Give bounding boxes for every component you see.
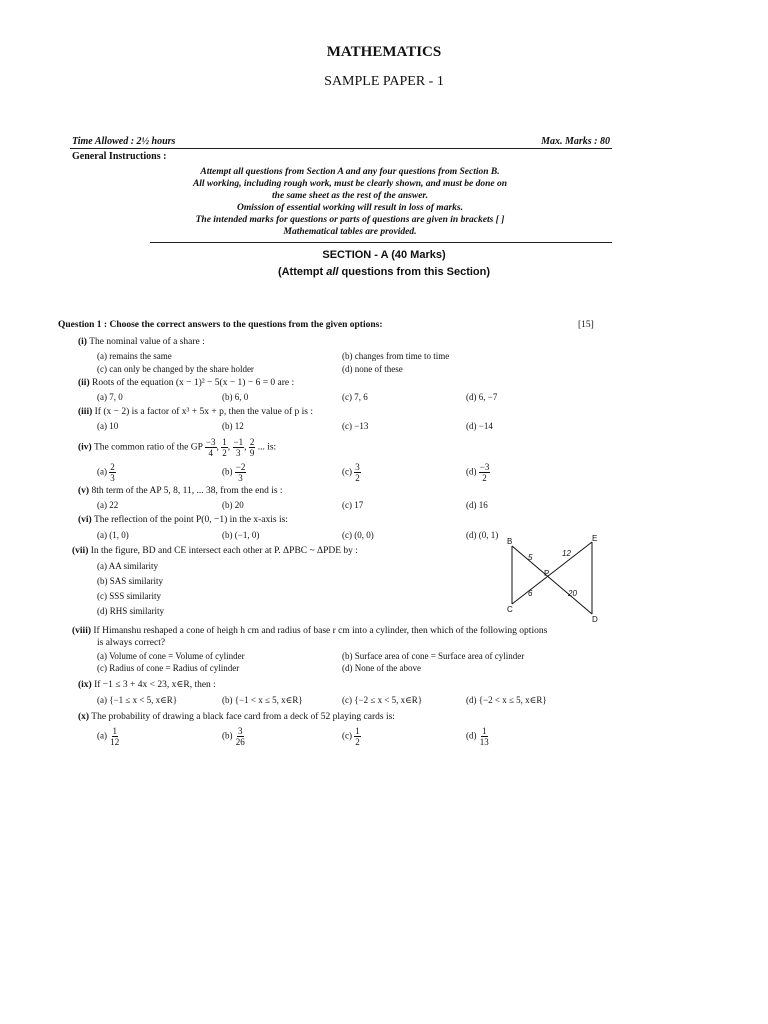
option: (a) $\frac{1}{12}$: [97, 726, 120, 747]
option: (a) Volume of cone = Volume of cylinder: [97, 651, 245, 661]
option: (c) $\frac{1}{2}$: [342, 726, 360, 747]
option: (a) 7, 0: [97, 392, 123, 402]
question-part: (ix) If −1 ≤ 3 + 4x < 23, x∈R, then :: [78, 680, 216, 690]
instruction-line: Omission of essential working will result in loss of marks.: [237, 203, 463, 213]
option: (b) 20: [222, 500, 244, 510]
question-part: (vii) In the figure, BD and CE intersect each other at P. ΔPBC ~ ΔPDE by :: [72, 546, 358, 556]
question-part-continued: is always correct?: [97, 638, 166, 648]
option: (b) 6, 0: [222, 392, 249, 402]
option: (a) 10: [97, 421, 119, 431]
option: (a) AA similarity: [97, 561, 158, 571]
question-1-heading: Question 1 : Choose the correct answers to the questions from the given options:: [58, 320, 383, 330]
similar-triangles-figure: [500, 532, 610, 624]
option: (b) (−1, 0): [222, 530, 260, 540]
question-part: (iii) If (x − 2) is a factor of x³ + 5x + p, then the value of p is :: [78, 407, 313, 417]
general-instructions-heading: General Instructions :: [72, 151, 167, 162]
option: (d) 16: [466, 500, 488, 510]
paper-title: SAMPLE PAPER - 1: [324, 74, 444, 89]
divider: [150, 242, 612, 243]
option: (c) $\frac{3}{2}$: [342, 462, 360, 483]
section-subtitle: (Attempt all questions from this Section): [277, 266, 491, 278]
option: (c) can only be changed by the share holder: [97, 364, 254, 374]
option: (b) $\frac{-2}{3}$: [222, 462, 246, 483]
option: (d) RHS similarity: [97, 606, 164, 616]
line-bd: [512, 546, 592, 614]
vertex-label-e: E: [592, 534, 598, 543]
option: (b) SAS similarity: [97, 576, 164, 586]
option: (b) changes from time to time: [342, 351, 450, 361]
option: (d) $\frac{-3}{2}$: [466, 462, 490, 483]
option: (b) 12: [222, 421, 244, 431]
vertex-label-p: P: [544, 569, 550, 578]
line-ce: [512, 542, 592, 604]
measure-cp: 6: [528, 589, 533, 598]
option: (c) {−2 ≤ x < 5, x∈R}: [342, 695, 423, 705]
vertex-label-b: B: [507, 537, 513, 546]
option: (c) 7, 6: [342, 392, 368, 402]
vertex-label-d: D: [592, 615, 598, 624]
question-part: (x) The probability of drawing a black face card from a deck of 52 playing cards is:: [78, 712, 395, 722]
option: (b) $\frac{3}{26}$: [222, 726, 245, 747]
subject-title: MATHEMATICS: [326, 44, 442, 60]
option: (a) (1, 0): [97, 530, 129, 540]
option: (a) {−1 ≤ x < 5, x∈R}: [97, 695, 178, 705]
measure-pe: 12: [562, 549, 571, 558]
max-marks: Max. Marks : 80: [541, 136, 610, 147]
option: (a) 22: [97, 500, 119, 510]
option: (c) Radius of cone = Radius of cylinder: [97, 663, 240, 673]
instruction-line: Attempt all questions from Section A and any four questions from Section B.: [200, 167, 500, 177]
question-part: (vi) The reflection of the point P(0, −1) in the x-axis is:: [78, 515, 288, 525]
question-part: (v) 8th term of the AP 5, 8, 11, ... 38, from the end is :: [78, 486, 283, 496]
option: (d) None of the above: [342, 663, 421, 673]
instruction-line: All working, including rough work, must be clearly shown, and must be done on: [192, 179, 508, 189]
instruction-line: the same sheet as the rest of the answer.: [272, 191, 428, 201]
option: (d) 6, −7: [466, 392, 498, 402]
question-part: (iv) The common ratio of the GP $\frac{-3}{4}$ , $\frac{1}{2}$ , $\frac{-1}{3}$ , $\frac{2}{9}$ ... is:: [78, 437, 277, 458]
option: (d) none of these: [342, 364, 403, 374]
option: (d) {−2 < x ≤ 5, x∈R}: [466, 695, 547, 705]
measure-pd: 20: [568, 589, 577, 598]
option: (c) (0, 0): [342, 530, 374, 540]
option: (c) SSS similarity: [97, 591, 162, 601]
option: (a) remains the same: [97, 351, 172, 361]
question-part: (viii) If Himanshu reshaped a cone of heigh h cm and radius of base r cm into a cylinder, then which of the following options: [72, 626, 548, 636]
option: (d) (0, 1): [466, 530, 499, 540]
time-allowed: Time Allowed : 2½ hours: [72, 136, 176, 147]
section-title: SECTION - A (40 Marks): [322, 249, 446, 261]
question-part: (i) The nominal value of a share :: [78, 337, 205, 347]
option: (c) −13: [342, 421, 369, 431]
option: (b) Surface area of cone = Surface area of cylinder: [342, 651, 525, 661]
option: (b) {−1 < x ≤ 5, x∈R}: [222, 695, 303, 705]
option: (a) $\frac{2}{3}$: [97, 462, 115, 483]
divider: [70, 148, 612, 149]
option: (d) $\frac{1}{13}$: [466, 726, 489, 747]
measure-bp: 5: [528, 553, 533, 562]
option: (c) 17: [342, 500, 364, 510]
question-part: (ii) Roots of the equation (x − 1)² − 5(x − 1) − 6 = 0 are :: [78, 378, 295, 388]
instruction-line: The intended marks for questions or parts of questions are given in brackets [ ]: [195, 215, 505, 225]
question-1-marks: [15]: [578, 320, 594, 330]
vertex-label-c: C: [507, 605, 513, 614]
instruction-line: Mathematical tables are provided.: [283, 227, 417, 237]
option: (d) −14: [466, 421, 493, 431]
